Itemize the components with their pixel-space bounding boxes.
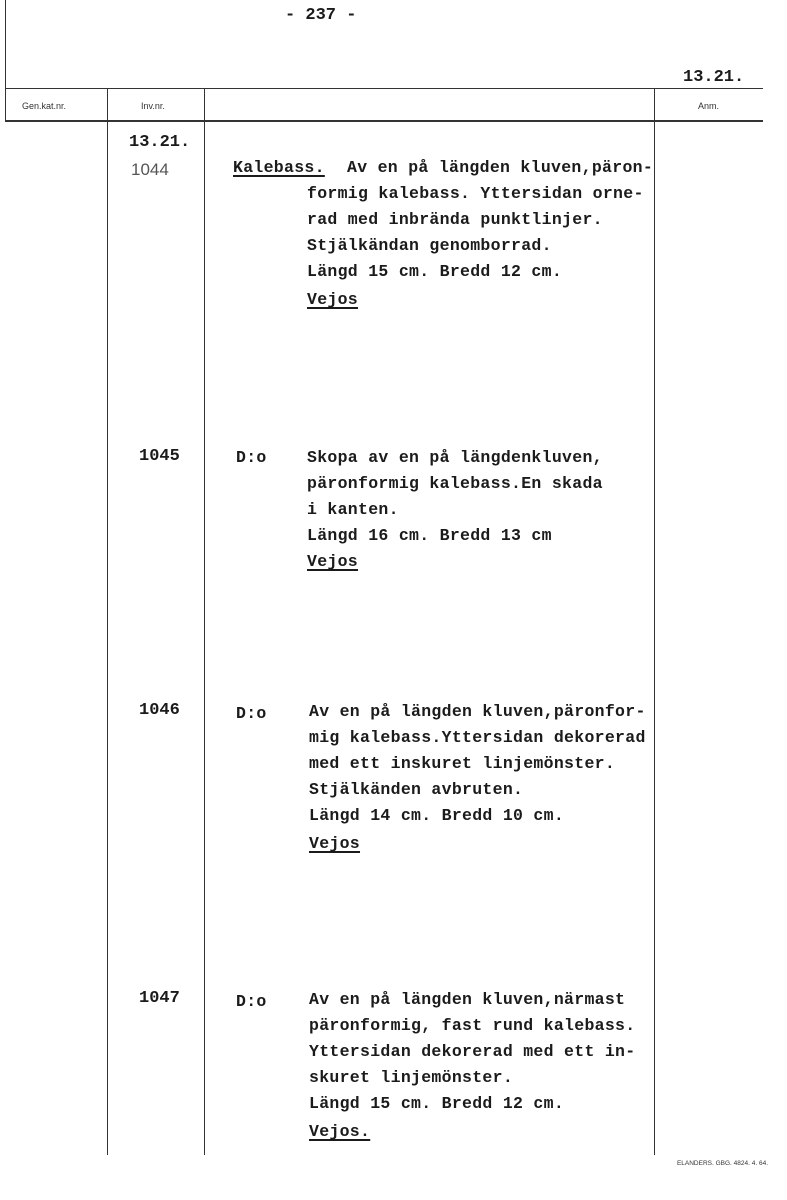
entry-1045-ditto: D:o (236, 448, 267, 467)
column-divider-1 (107, 88, 108, 1155)
entry-1047-line-2: päronformig, fast rund kalebass. (309, 1016, 636, 1035)
inv-nr-1047: 1047 (139, 989, 180, 1008)
entry-1047-origin: Vejos. (309, 1122, 371, 1141)
header-gen-kat-nr: Gen.kat.nr. (22, 101, 67, 111)
printer-imprint: ELANDERS. GBG. 4824. 4. 64. (676, 1160, 768, 1167)
entry-1045-line-1: Skopa av en på längdenkluven, (307, 448, 603, 467)
entry-1044-line-1: Av en på längden kluven,päron- (347, 158, 654, 177)
inv-nr-1045: 1045 (139, 447, 180, 466)
entry-1047-ditto: D:o (236, 992, 267, 1011)
entry-1047-line-5: Längd 15 cm. Bredd 12 cm. (309, 1094, 565, 1113)
entry-1045-line-4: Längd 16 cm. Bredd 13 cm (307, 526, 552, 545)
header-top-rule (5, 88, 763, 89)
page-left-border (5, 0, 6, 120)
page-number: - 237 - (285, 6, 357, 25)
catalog-code-top: 13.21. (683, 68, 745, 87)
entry-1047-line-4: skuret linjemönster. (309, 1068, 514, 1087)
entry-title: Kalebass. (233, 158, 325, 177)
entry-1046-line-1: Av en på längden kluven,päronfor- (309, 702, 646, 721)
group-code: 13.21. (129, 133, 191, 152)
entry-1046-line-2: mig kalebass.Yttersidan dekorerad (309, 728, 646, 747)
entry-1046-origin: Vejos (309, 834, 361, 853)
inv-nr-1046: 1046 (139, 701, 180, 720)
entry-1045-line-2: päronformig kalebass.En skada (307, 474, 603, 493)
column-divider-2 (204, 88, 205, 1155)
entry-1047-line-1: Av en på längden kluven,närmast (309, 990, 626, 1009)
entry-1044-line-2: formig kalebass. Yttersidan orne- (307, 184, 644, 203)
header-inv-nr: Inv.nr. (141, 101, 165, 111)
header-bottom-rule (5, 120, 763, 122)
entry-1044-origin: Vejos (307, 290, 359, 309)
entry-1044-line-3: rad med inbrända punktlinjer. (307, 210, 603, 229)
entry-1045-origin: Vejos (307, 552, 359, 571)
entry-1044-line-5: Längd 15 cm. Bredd 12 cm. (307, 262, 563, 281)
entry-1046-line-3: med ett inskuret linjemönster. (309, 754, 616, 773)
entry-1044-line-4: Stjälkändan genomborrad. (307, 236, 552, 255)
entry-1046-line-4: Stjälkänden avbruten. (309, 780, 524, 799)
column-divider-3 (654, 88, 655, 1155)
entry-1046-line-5: Längd 14 cm. Bredd 10 cm. (309, 806, 565, 825)
entry-1046-ditto: D:o (236, 704, 267, 723)
header-anm: Anm. (698, 101, 720, 111)
inv-nr-1044: 1044 (131, 160, 169, 179)
entry-1045-line-3: i kanten. (307, 500, 399, 519)
entry-1047-line-3: Yttersidan dekorerad med ett in- (309, 1042, 636, 1061)
